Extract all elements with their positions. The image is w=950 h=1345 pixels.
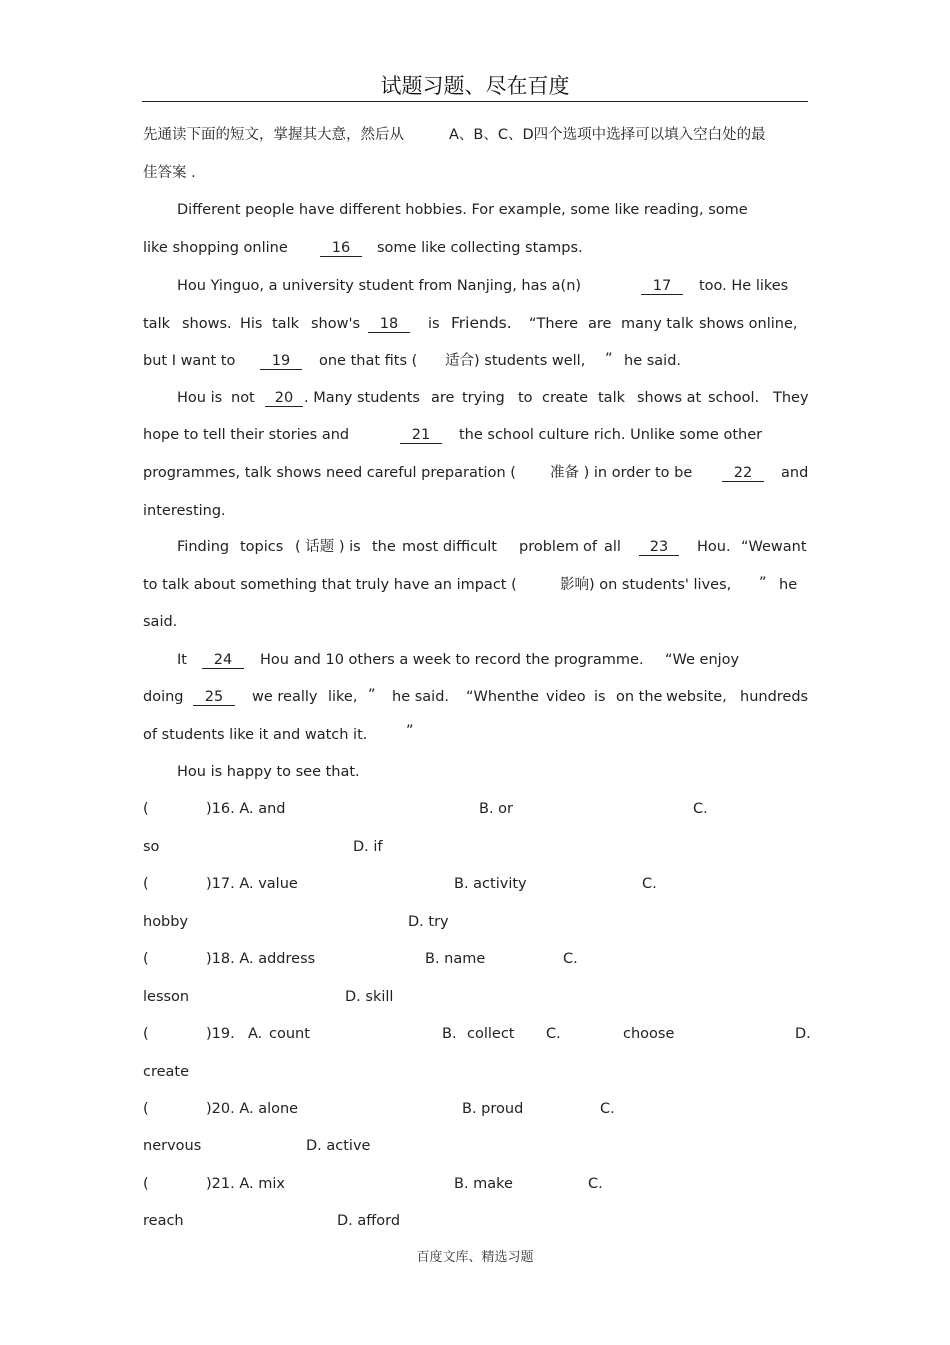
passage-word: all: [604, 539, 621, 555]
instruction-line-1a: 先通读下面的短文，掌握其大意，然后从: [143, 127, 404, 143]
passage-word: talk: [598, 390, 625, 406]
passage-word: trying: [462, 390, 505, 406]
question-20-option-b: B. proud: [462, 1101, 524, 1117]
passage-word: are: [431, 390, 455, 406]
question-21-option-b: B. make: [454, 1176, 513, 1192]
passage-word: are: [588, 316, 612, 332]
passage-text: like shopping online: [143, 240, 288, 256]
passage-word: ( 话题 ) is: [295, 539, 361, 555]
answer-paren: (: [143, 801, 149, 817]
passage-text: programmes, talk shows need careful preparation (: [143, 465, 516, 481]
passage-text: 影响) on students' lives,: [560, 577, 732, 593]
passage-word: problem: [519, 539, 579, 555]
blank-number: 21: [400, 427, 442, 444]
passage-text: ”: [605, 351, 613, 367]
passage-word: on the: [616, 689, 663, 705]
blank-18: [368, 315, 410, 333]
blank-number: 23: [639, 539, 679, 556]
passage-word: is: [594, 689, 606, 705]
question-19-option-b-text: collect: [467, 1026, 515, 1042]
passage-word: talk: [143, 316, 170, 332]
question-21-option-c-text: reach: [143, 1213, 184, 1229]
passage-word: hundreds: [740, 689, 809, 705]
answer-paren: (: [143, 1026, 149, 1042]
passage-word: Hou.: [697, 539, 731, 555]
passage-word: of: [583, 539, 597, 555]
passage-text: “We enjoy: [665, 652, 740, 668]
blank-24: [202, 651, 244, 669]
passage-word: website,: [666, 689, 727, 705]
question-20-option-d: D. active: [306, 1138, 371, 1154]
question-18-option-b: B. name: [425, 951, 486, 967]
blank-25: [193, 688, 235, 706]
blank-17: [641, 277, 683, 295]
passage-word: he said.: [392, 689, 450, 705]
answer-paren: (: [143, 951, 149, 967]
blank-23: [639, 538, 679, 556]
blank-number: 22: [722, 465, 764, 482]
passage-word: “There: [529, 316, 579, 332]
passage-text: ”: [406, 723, 414, 739]
answer-paren: (: [143, 1176, 149, 1192]
passage-word: most difficult: [402, 539, 497, 555]
question-19-option-c: C.: [546, 1026, 561, 1042]
question-19-option-b: B.: [442, 1026, 457, 1042]
question-21-option-c: C.: [588, 1176, 603, 1192]
question-18-option-c-text: lesson: [143, 989, 190, 1005]
question-19-option-c-text: choose: [623, 1026, 675, 1042]
passage-text: to talk about something that truly have an impact (: [143, 577, 517, 593]
question-17-option-c: C.: [642, 876, 657, 892]
passage-word: Hou is: [177, 390, 223, 406]
passage-text: some like collecting stamps.: [377, 240, 583, 256]
page-title: 试题习题、尽在百度: [380, 74, 570, 98]
passage-word: is: [428, 316, 440, 332]
passage-word: His: [240, 316, 263, 332]
passage-text: 准备 ) in order to be: [550, 465, 693, 481]
passage-text: 适合) students well,: [445, 353, 586, 369]
blank-21: [400, 426, 442, 444]
passage-text: too. He likes: [699, 278, 789, 294]
passage-text: Different people have different hobbies. For example, some like reading, some: [177, 202, 748, 218]
question-16-option-c: C.: [693, 801, 708, 817]
passage-text: Hou and 10 others a week to record the programme.: [260, 652, 644, 668]
answer-paren: (: [143, 1101, 149, 1117]
question-19-option-a: A.: [248, 1026, 263, 1042]
question-17-option-d: D. try: [408, 914, 449, 930]
passage-text: ”: [759, 575, 767, 591]
blank-number: 25: [193, 689, 235, 706]
question-16-option-d: D. if: [353, 839, 383, 855]
page-footer: 百度文库、精选习题: [416, 1250, 534, 1265]
question-18-option-a: )18. A. address: [206, 951, 316, 967]
question-16-option-b: B. or: [479, 801, 513, 817]
passage-word: Friends.: [451, 314, 512, 332]
passage-word: “Wewant: [741, 539, 807, 555]
blank-19: [260, 352, 302, 370]
passage-word: . Many students: [304, 390, 420, 406]
passage-word: doing: [143, 689, 184, 705]
passage-word: topics: [240, 539, 284, 555]
passage-text: hope to tell their stories and: [143, 427, 350, 443]
passage-word: shows at: [637, 390, 702, 406]
question-17-option-c-text: hobby: [143, 914, 189, 930]
passage-text: Hou Yinguo, a university student from Nanjing, has a(n): [177, 278, 582, 294]
passage-text: he said.: [624, 353, 682, 369]
blank-number: 18: [368, 316, 410, 333]
passage-text: he: [779, 577, 798, 593]
passage-word: It: [177, 652, 187, 668]
passage-text: of students like it and watch it.: [143, 727, 368, 743]
question-16-option-a: )16. A. and: [206, 801, 286, 817]
question-17-option-a: )17. A. value: [206, 876, 298, 892]
passage-word: video: [546, 689, 586, 705]
passage-word: talk: [272, 316, 299, 332]
passage-word: create: [542, 390, 589, 406]
answer-paren: (: [143, 876, 149, 892]
passage-text: and: [781, 465, 809, 481]
passage-text: the school culture rich. Unlike some other: [459, 427, 763, 443]
passage-text: one that fits (: [319, 353, 418, 369]
passage-text: but I want to: [143, 353, 236, 369]
passage-word: Finding: [177, 539, 230, 555]
passage-word: many talk: [621, 316, 694, 332]
passage-word: show's: [311, 316, 361, 332]
question-17-option-b: B. activity: [454, 876, 527, 892]
question-20-option-c: C.: [600, 1101, 615, 1117]
passage-word: shows.: [182, 316, 232, 332]
passage-word: not: [231, 390, 255, 406]
question-20-option-c-text: nervous: [143, 1138, 202, 1154]
question-19-option-d-text: create: [143, 1064, 190, 1080]
question-19-option-d: D.: [795, 1026, 811, 1042]
blank-number: 24: [202, 652, 244, 669]
blank-16: [320, 239, 362, 257]
passage-word: to: [518, 390, 533, 406]
passage-word: “Whenthe: [466, 689, 539, 705]
question-20-option-a: )20. A. alone: [206, 1101, 299, 1117]
passage-text: Hou is happy to see that.: [177, 764, 360, 780]
blank-number: 20: [265, 390, 303, 407]
instruction-line-2: 佳答案 .: [143, 165, 196, 181]
question-19-option-a-text: count: [269, 1026, 310, 1042]
question-18-option-c: C.: [563, 951, 578, 967]
blank-20: [265, 389, 303, 407]
question-19-number: )19.: [206, 1026, 235, 1042]
passage-word: the: [372, 539, 396, 555]
blank-number: 19: [260, 353, 302, 370]
header-rule: [142, 101, 808, 102]
passage-word: school.: [708, 390, 760, 406]
passage-text: said.: [143, 614, 178, 630]
passage-word: shows online,: [699, 316, 798, 332]
question-16-option-c-text: so: [143, 839, 160, 855]
passage-word: They: [773, 390, 809, 406]
passage-word: ”: [368, 687, 376, 703]
question-18-option-d: D. skill: [345, 989, 394, 1005]
blank-number: 16: [320, 240, 362, 257]
passage-word: like,: [328, 689, 358, 705]
blank-22: [722, 464, 764, 482]
question-21-option-d: D. afford: [337, 1213, 401, 1229]
passage-text: interesting.: [143, 503, 226, 519]
question-21-option-a: )21. A. mix: [206, 1176, 285, 1192]
instruction-line-1b: A、B、C、D四个选项中选择可以填入空白处的最: [449, 127, 766, 143]
passage-word: we really: [252, 689, 318, 705]
blank-number: 17: [641, 278, 683, 295]
